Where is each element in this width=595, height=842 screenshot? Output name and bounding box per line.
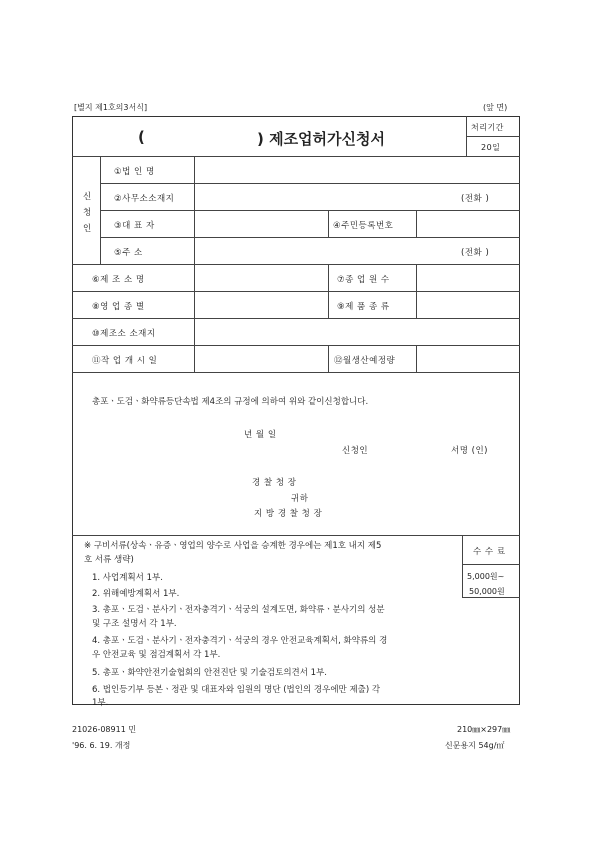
representative-field[interactable] [196, 212, 326, 236]
monthly-output-field[interactable] [418, 347, 518, 371]
factory-name-field[interactable] [196, 266, 326, 290]
corp-name-field[interactable] [196, 158, 518, 182]
signature-label: 서명 (인) [451, 446, 488, 456]
date-line: 년 월 일 [244, 430, 277, 440]
resident-number-field[interactable] [418, 212, 518, 236]
business-type-field[interactable] [196, 293, 326, 317]
business-type-label: ⑧영 업 종 별 [92, 302, 145, 312]
factory-name-label: ⑥제 조 소 명 [92, 275, 145, 285]
start-date-field[interactable] [196, 347, 326, 371]
fee-max: 50,000원 [469, 587, 505, 596]
factory-location-field[interactable] [196, 320, 518, 344]
monthly-output-label: ⑫월생산예정량 [334, 356, 396, 366]
office-address-label: ②사무소소재지 [114, 194, 175, 204]
applicant-group-label-3: 인 [83, 224, 92, 234]
document-item: 1부. [92, 698, 109, 708]
document-item: 4. 총포ㆍ도검ㆍ분사기ㆍ전자충격기ㆍ석궁의 경우 안전교육계획서, 화약류의 경 [92, 636, 388, 646]
title-open-paren: ( [138, 128, 145, 146]
processing-period-value: 20일 [481, 143, 501, 152]
employees-field[interactable] [418, 266, 518, 290]
corp-name-label: ①법 인 명 [114, 167, 155, 177]
document-item: 1. 사업계획서 1부. [92, 573, 163, 583]
applicant-group-label-1: 신 [83, 192, 92, 202]
recipient-police-commissioner: 경 찰 청 장 [252, 478, 297, 488]
documents-heading: ※ 구비서류(상속ㆍ유증ㆍ영업의 양수로 사업을 승계한 경우에는 제1호 내지 제5 [84, 541, 382, 551]
paper-size: 210㎜×297㎜ [457, 725, 511, 734]
revision-date: '96. 6. 19. 개정 [72, 741, 131, 750]
product-type-field[interactable] [418, 293, 518, 317]
form-number: 21026-08911 민 [72, 725, 137, 734]
representative-label: ③대 표 자 [114, 221, 155, 231]
fee-label: 수 수 료 [473, 547, 506, 557]
declaration-text: 총포ㆍ도검ㆍ화약류등단속법 제4조의 규정에 의하여 위와 같이신청합니다. [92, 397, 369, 407]
address-field[interactable] [196, 239, 446, 263]
recipient-provincial-police: 지 방 경 찰 청 장 [254, 509, 323, 519]
document-item: 우 안전교육 및 점검계획서 각 1부. [92, 650, 221, 660]
address-label: ⑤주 소 [114, 248, 143, 258]
resident-number-label: ④주민등록번호 [333, 221, 394, 231]
factory-location-label: ⑩제조소 소재지 [92, 329, 156, 339]
paper-type: 신문용지 54g/㎡ [445, 741, 505, 750]
applicant-group-label-2: 청 [83, 208, 92, 218]
document-item: 2. 위해예방계획서 1부. [92, 589, 180, 599]
employees-label: ⑦종 업 원 수 [337, 275, 390, 285]
document-item: 및 구조 설명서 각 1부. [92, 619, 177, 629]
start-date-label: ⑪작 업 개 시 일 [92, 356, 158, 366]
fee-min: 5,000원~ [467, 572, 505, 581]
page-title: ) 제조업허가신청서 [257, 130, 385, 148]
applicant-label: 신청인 [342, 446, 369, 456]
document-item: 3. 총포ㆍ도검ㆍ분사기ㆍ전자충격기ㆍ석궁의 설계도면, 화약류ㆍ분사기의 성분 [92, 605, 385, 615]
form-reference: [별지 제1호의3서식] [74, 103, 148, 112]
product-type-label: ⑨제 품 종 류 [337, 302, 390, 312]
office-phone-label: (전화 ) [461, 194, 490, 204]
address-phone-label: (전화 ) [461, 248, 490, 258]
office-address-field[interactable] [196, 185, 446, 209]
processing-period-label: 처리기간 [471, 123, 504, 132]
documents-heading-cont: 호 서류 생략) [84, 555, 134, 565]
document-item: 6. 법인등기부 등본ㆍ정관 및 대표자와 임원의 명단 (법인의 경우에만 제출) 각 [92, 685, 381, 695]
recipient-joiner: 귀하 [291, 494, 309, 504]
page-side-label: (앞 면) [483, 103, 508, 112]
applicant-name-field[interactable] [380, 440, 450, 456]
document-item: 5. 총포ㆍ화약안전기술협회의 안전진단 및 기술검토의견서 1부. [92, 668, 328, 678]
